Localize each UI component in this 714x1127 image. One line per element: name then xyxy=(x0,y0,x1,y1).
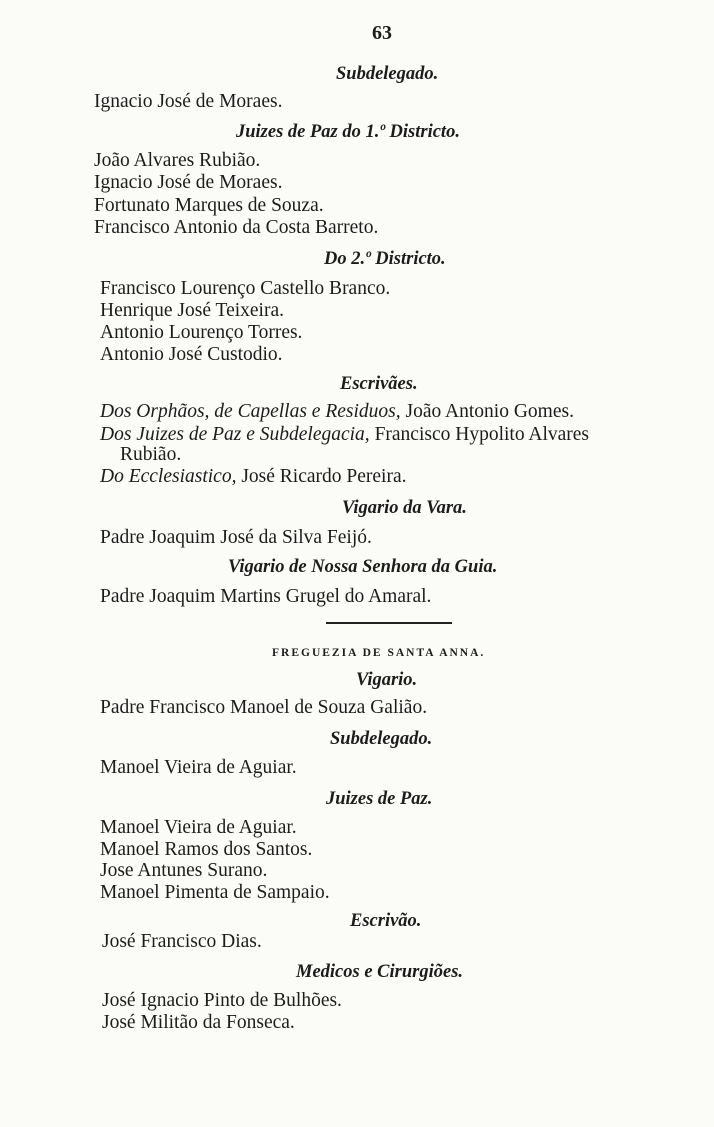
escrivao-santa-anna-name: José Francisco Dias. xyxy=(102,931,262,952)
heading-juizes-2-districto: Do 2.º Districto. xyxy=(324,249,446,269)
juiz-santa-anna-name: Manoel Pimenta de Sampaio. xyxy=(100,882,330,903)
heading-vigario-vara: Vigario da Vara. xyxy=(342,498,467,518)
juiz-1-name: Fortunato Marques de Souza. xyxy=(94,195,324,216)
heading-escrivao: Escrivão. xyxy=(350,911,422,931)
juiz-2-name: Antonio Lourenço Torres. xyxy=(100,322,303,343)
medico-name: José Ignacio Pinto de Bulhões. xyxy=(102,990,342,1011)
escrivao-juizes-name: Francisco Hypolito Alvares xyxy=(374,424,590,445)
subdelegado-santa-anna-name: Manoel Vieira de Aguiar. xyxy=(100,757,297,778)
heading-juizes-1-districto: Juizes de Paz do 1.º Districto. xyxy=(236,122,460,142)
juiz-1-name: Francisco Antonio da Costa Barreto. xyxy=(94,217,379,238)
juiz-1-name: João Alvares Rubião. xyxy=(94,150,261,171)
medico-name: José Militão da Fonseca. xyxy=(102,1012,295,1033)
escrivao-ecclesiastico-name: José Ricardo Pereira. xyxy=(241,466,407,487)
section-divider xyxy=(326,622,452,624)
escrivao-ecclesiastico xyxy=(100,466,407,488)
vigario-vara-name: Padre Joaquim José da Silva Feijó. xyxy=(100,527,372,548)
escrivao-ecclesiastico-label: Do Ecclesiastico, xyxy=(100,466,237,487)
escrivao-juizes xyxy=(100,424,589,446)
juiz-santa-anna-name: Manoel Ramos dos Santos. xyxy=(100,839,313,860)
heading-medicos: Medicos e Cirurgiões. xyxy=(296,962,464,982)
vigario-name: Padre Francisco Manoel de Souza Galião. xyxy=(100,697,428,718)
section-title-santa-anna: FREGUEZIA DE SANTA ANNA. xyxy=(272,647,486,659)
page-number: 63 xyxy=(372,22,392,44)
heading-juizes-de-paz: Juizes de Paz. xyxy=(326,789,433,809)
heading-vigario-guia: Vigario de Nossa Senhora da Guia. xyxy=(228,557,498,577)
escrivao-juizes-label: Dos Juizes de Paz e Subdelegacia, xyxy=(100,424,370,445)
vigario-guia-name: Padre Joaquim Martins Grugel do Amaral. xyxy=(100,586,432,607)
juiz-2-name: Antonio José Custodio. xyxy=(100,344,283,365)
escrivao-orphaos-label: Dos Orphãos, de Capellas e Residuos, xyxy=(100,401,401,422)
subdelegado-name: Ignacio José de Moraes. xyxy=(94,91,283,112)
heading-vigario: Vigario. xyxy=(356,670,418,690)
juiz-santa-anna-name: Manoel Vieira de Aguiar. xyxy=(100,817,297,838)
escrivao-orphaos xyxy=(100,401,574,423)
juiz-2-name: Henrique José Teixeira. xyxy=(100,300,285,321)
juiz-2-name: Francisco Lourenço Castello Branco. xyxy=(100,278,391,299)
heading-escrivaes: Escrivães. xyxy=(340,374,418,394)
juiz-1-name: Ignacio José de Moraes. xyxy=(94,172,283,193)
juiz-santa-anna-name: Jose Antunes Surano. xyxy=(100,860,268,881)
escrivao-juizes-name-continued: Rubião. xyxy=(120,444,182,465)
heading-subdelegado-santa-anna: Subdelegado. xyxy=(330,729,433,749)
escrivao-orphaos-name: João Antonio Gomes. xyxy=(405,401,574,422)
heading-subdelegado: Subdelegado. xyxy=(336,64,439,84)
